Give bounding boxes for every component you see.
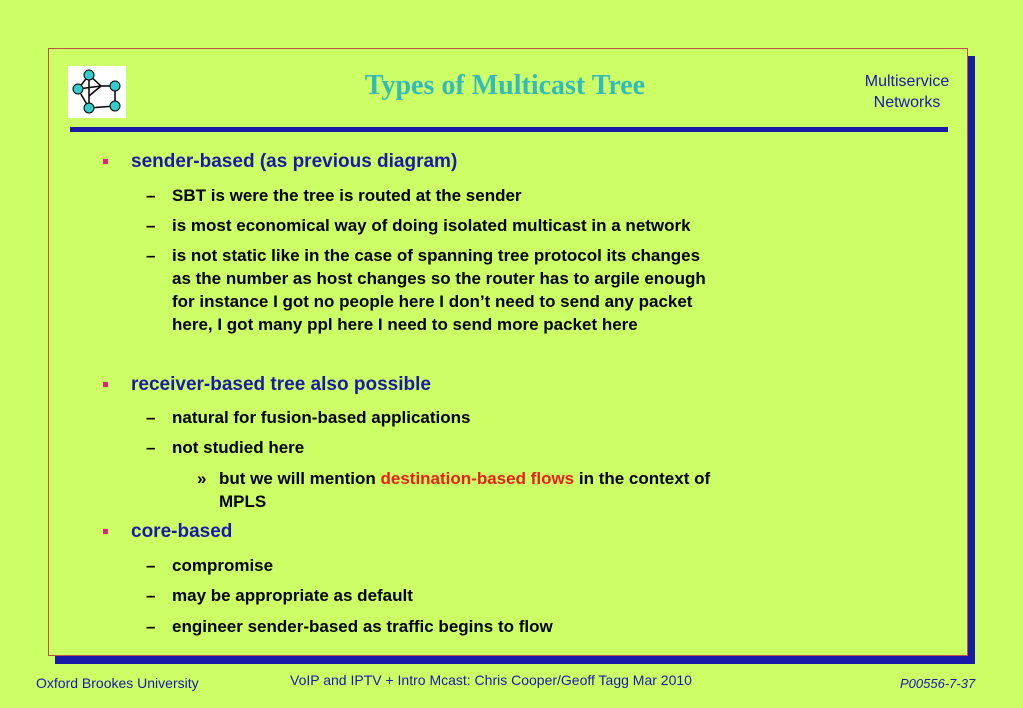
bullet-text: sender-based (as previous diagram) <box>131 151 458 172</box>
dash-marker: – <box>146 556 156 575</box>
raquo-marker: » <box>197 469 207 488</box>
sub-bullet <box>146 436 842 459</box>
sub-sub-bullet-text: but we will mention <box>219 469 381 488</box>
sub-bullet <box>146 554 842 577</box>
sub-bullet-text-line-1: is not static like in the case of spanning tree protocol its changes <box>172 246 701 265</box>
sub-sub-bullet-line-2: MPLS <box>219 492 267 511</box>
sub-bullet-text: not studied here <box>172 438 305 457</box>
bullet-core-based <box>131 521 232 543</box>
sub-bullet <box>146 584 842 607</box>
dash-marker: – <box>146 438 156 457</box>
bullet-text: core-based <box>131 521 233 542</box>
bullet-sender-based <box>131 151 457 173</box>
sub-bullet-text: is most economical way of doing isolated multicast in a network <box>172 216 691 235</box>
sub-bullet-text: engineer sender-based as traffic begins to flow <box>172 617 553 636</box>
footer-slide-id: P00556-7-37 <box>900 676 976 691</box>
bullet-marker <box>103 529 108 534</box>
dash-marker: – <box>146 586 156 605</box>
brand-line-2: Networks <box>873 94 941 111</box>
bullet-marker <box>103 382 108 387</box>
sub-bullet-text: compromise <box>172 556 274 575</box>
footer-institution: Oxford Brookes University <box>36 675 199 691</box>
title-divider <box>70 127 948 132</box>
page-title: Types of Multicast Tree <box>364 70 646 101</box>
bullet-marker <box>103 159 108 164</box>
sub-bullet <box>146 615 842 638</box>
sub-bullet-text-line-2: as the number as host changes so the router has to argile enough <box>172 269 706 288</box>
dash-marker: – <box>146 246 156 265</box>
dash-marker: – <box>146 408 156 427</box>
dash-marker: – <box>146 186 156 205</box>
brand-line-1: Multiservice <box>864 73 950 90</box>
bullet-receiver-based <box>131 374 431 396</box>
sub-sub-bullet-line-1 <box>219 467 849 490</box>
footer-course: VoIP and IPTV + Intro Mcast: Chris Cooper/Geoff Tagg Mar 2010 <box>290 672 692 688</box>
sub-bullet <box>146 184 842 207</box>
dash-marker: – <box>146 617 156 636</box>
sub-bullet <box>146 214 842 237</box>
dash-marker: – <box>146 216 156 235</box>
sub-bullet <box>146 244 842 336</box>
highlight-text: destination-based flows <box>380 469 575 488</box>
sub-bullet <box>146 406 842 429</box>
network-graph-icon <box>68 66 126 118</box>
sub-bullet-text: natural for fusion-based applications <box>172 408 471 427</box>
sub-sub-bullet <box>197 467 849 513</box>
sub-bullet-text: may be appropriate as default <box>172 586 413 605</box>
sub-bullet-text: SBT is were the tree is routed at the sender <box>172 186 522 205</box>
sub-bullet-text-line-4: here, I got many ppl here I need to send more packet here <box>172 315 638 334</box>
sub-bullet-text-line-3: for instance I got no people here I don’t need to send any packet <box>172 292 693 311</box>
sub-sub-bullet-text: in the context of <box>574 469 711 488</box>
brand-label <box>842 71 972 113</box>
bullet-text: receiver-based tree also possible <box>131 374 431 395</box>
